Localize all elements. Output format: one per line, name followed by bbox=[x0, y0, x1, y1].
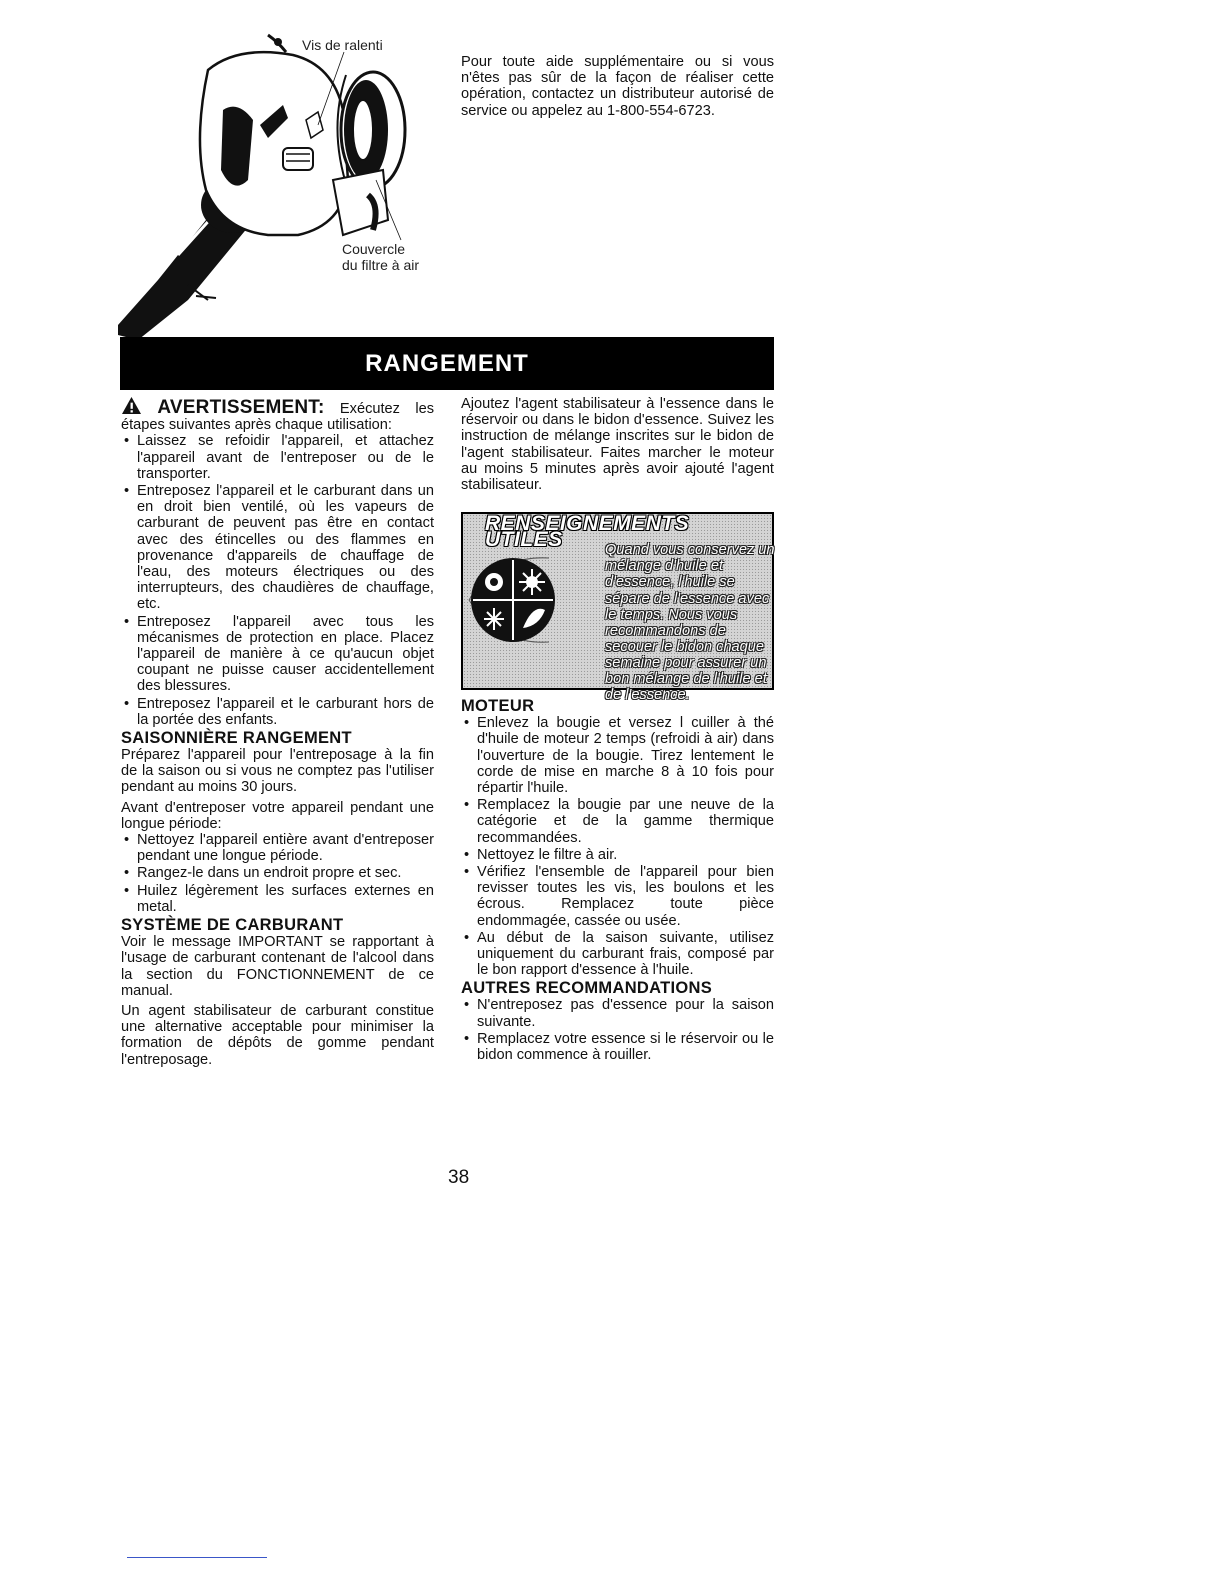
seasons-icon bbox=[467, 550, 603, 650]
warning-block bbox=[121, 396, 434, 433]
fuel-system-paragraph-2: Un agent stabilisateur de carburant constitue une alternative acceptable pour minimiser la formation de dépôts de gomme pendant l'entreposage. bbox=[121, 1002, 434, 1068]
seasonal-paragraph-2: Avant d'entreposer votre appareil pendant une longue période: bbox=[121, 799, 434, 832]
list-item: • Au début de la saison suivante, utilisez uniquement du carburant frais, composé par le bon rapport d'essence à l'huile. bbox=[461, 930, 774, 979]
other-recommendations-list bbox=[461, 997, 774, 1063]
air-filter-cover-label-line1: Couvercle bbox=[342, 241, 406, 257]
seasonal-paragraph-1: Préparez l'appareil pour l'entreposage à la fin de la saison ou si vous ne comptez pas l'utiliser pendant au moins 30 jours. bbox=[121, 747, 434, 796]
warning-triangle-icon bbox=[121, 396, 142, 415]
list-item: • N'entreposez pas d'essence pour la saison suivante. bbox=[461, 997, 774, 1029]
list-item: • Huilez légèrement les surfaces externes en metal. bbox=[121, 883, 434, 915]
seasonal-list bbox=[121, 832, 434, 915]
list-item: • Enlevez la bougie et versez l cuiller à thé d'huile de moteur 2 temps (refroidi à air) dans l'ouverture de la bougie. Tirez lentement le corde de mise en marche 8 à 10 fois pour répartir l'huile. bbox=[461, 715, 774, 796]
list-item: • Entreposez l'appareil et le carburant dans un en droit bien ventilé, où les vapeurs de carburant de peuvent pas être en contact avec des étincelles ou des flammes en provenance d'appareils de chauffage de l'eau, des moteurs électriques ou des interrupteurs, des chaudières de chauffage, etc. bbox=[121, 483, 434, 613]
list-item: • Laissez se refoidir l'appareil, et attachez l'appareil avant de l'entreposer ou de le transporter. bbox=[121, 433, 434, 482]
warning-title: AVERTISSEMENT: bbox=[157, 397, 325, 418]
useful-tips-title: RENSEIGNEMENTS UTILES bbox=[485, 512, 690, 552]
list-item: • Vérifiez l'ensemble de l'appareil pour bien revisser toutes les vis, les boulons et les écrous. Remplacez toute pièce endommagée, cassée ou usée. bbox=[461, 864, 774, 929]
help-contact-text: Pour toute aide supplémentaire ou si vous n'êtes pas sûr de la façon de réaliser cette opération, contactez un distributeur autorisé de service ou appelez au 1-800-554-6723. bbox=[461, 54, 774, 119]
footer-divider bbox=[127, 1557, 267, 1558]
warning-intro: Exécutez les étapes suivantes après chaque utilisation: bbox=[121, 401, 434, 434]
stabilizer-paragraph: Ajoutez l'agent stabilisateur à l'essence dans le réservoir ou dans le bidon d'essence. Suivez les instruction de mélange inscrites sur le bidon de l'agent stabilisateur. Faites marcher le moteur au moins 5 minutes après avoir ajouté l'agent stabilisateur. bbox=[461, 396, 774, 494]
trimmer-engine-illustration bbox=[118, 30, 418, 340]
air-filter-cover-label-line2: du filtre à air bbox=[342, 257, 420, 273]
list-item: • Rangez-le dans un endroit propre et sec. bbox=[121, 865, 434, 881]
list-item: • Remplacez la bougie par une neuve de la catégorie et de la gamme thermique recommandées. bbox=[461, 797, 774, 846]
left-column bbox=[121, 396, 434, 1068]
list-item: • Nettoyez le filtre à air. bbox=[461, 847, 774, 863]
other-recommendations-heading: AUTRES RECOMMANDATIONS bbox=[461, 979, 713, 998]
right-column bbox=[461, 396, 774, 1064]
engine-heading: MOTEUR bbox=[461, 697, 535, 716]
fuel-system-paragraph-1: Voir le message IMPORTANT se rapportant à l'usage de carburant contenant de l'alcool dans la section du FONCTIONNEMENT de ce manual. bbox=[121, 934, 434, 999]
fuel-system-heading: SYSTÈME DE CARBURANT bbox=[121, 916, 344, 935]
list-item: • Entreposez l'appareil et le carburant hors de la portée des enfants. bbox=[121, 696, 434, 728]
list-item: • Entreposez l'appareil avec tous les mécanismes de protection en place. Placez l'appareil de manière à ce qu'aucun objet coupant ne puisse causer accidentellement des blessures. bbox=[121, 614, 434, 695]
list-item: • Nettoyez l'appareil entière avant d'entreposer pendant une longue période. bbox=[121, 832, 434, 864]
warning-list bbox=[121, 433, 434, 728]
useful-tips-text: Quand vous conservez un mélange d'huile et d'essence, l'huile se sépare de l'essence avec le temps. Nous vous recommandons de secouer le bidon chaque semaine pour assurer un bon mélange de l'huile et de l'essence. bbox=[605, 542, 775, 704]
list-item: • Remplacez votre essence si le réservoir ou le bidon commence à rouiller. bbox=[461, 1031, 774, 1063]
engine-list bbox=[461, 715, 774, 978]
air-filter-cover-label bbox=[342, 241, 419, 273]
seasonal-heading: SAISONNIÈRE RANGEMENT bbox=[121, 729, 352, 748]
page-number: 38 bbox=[448, 1167, 470, 1188]
section-banner: RANGEMENT bbox=[120, 337, 774, 390]
idle-screw-label: Vis de ralenti bbox=[302, 37, 383, 53]
useful-tips-box bbox=[461, 512, 775, 704]
